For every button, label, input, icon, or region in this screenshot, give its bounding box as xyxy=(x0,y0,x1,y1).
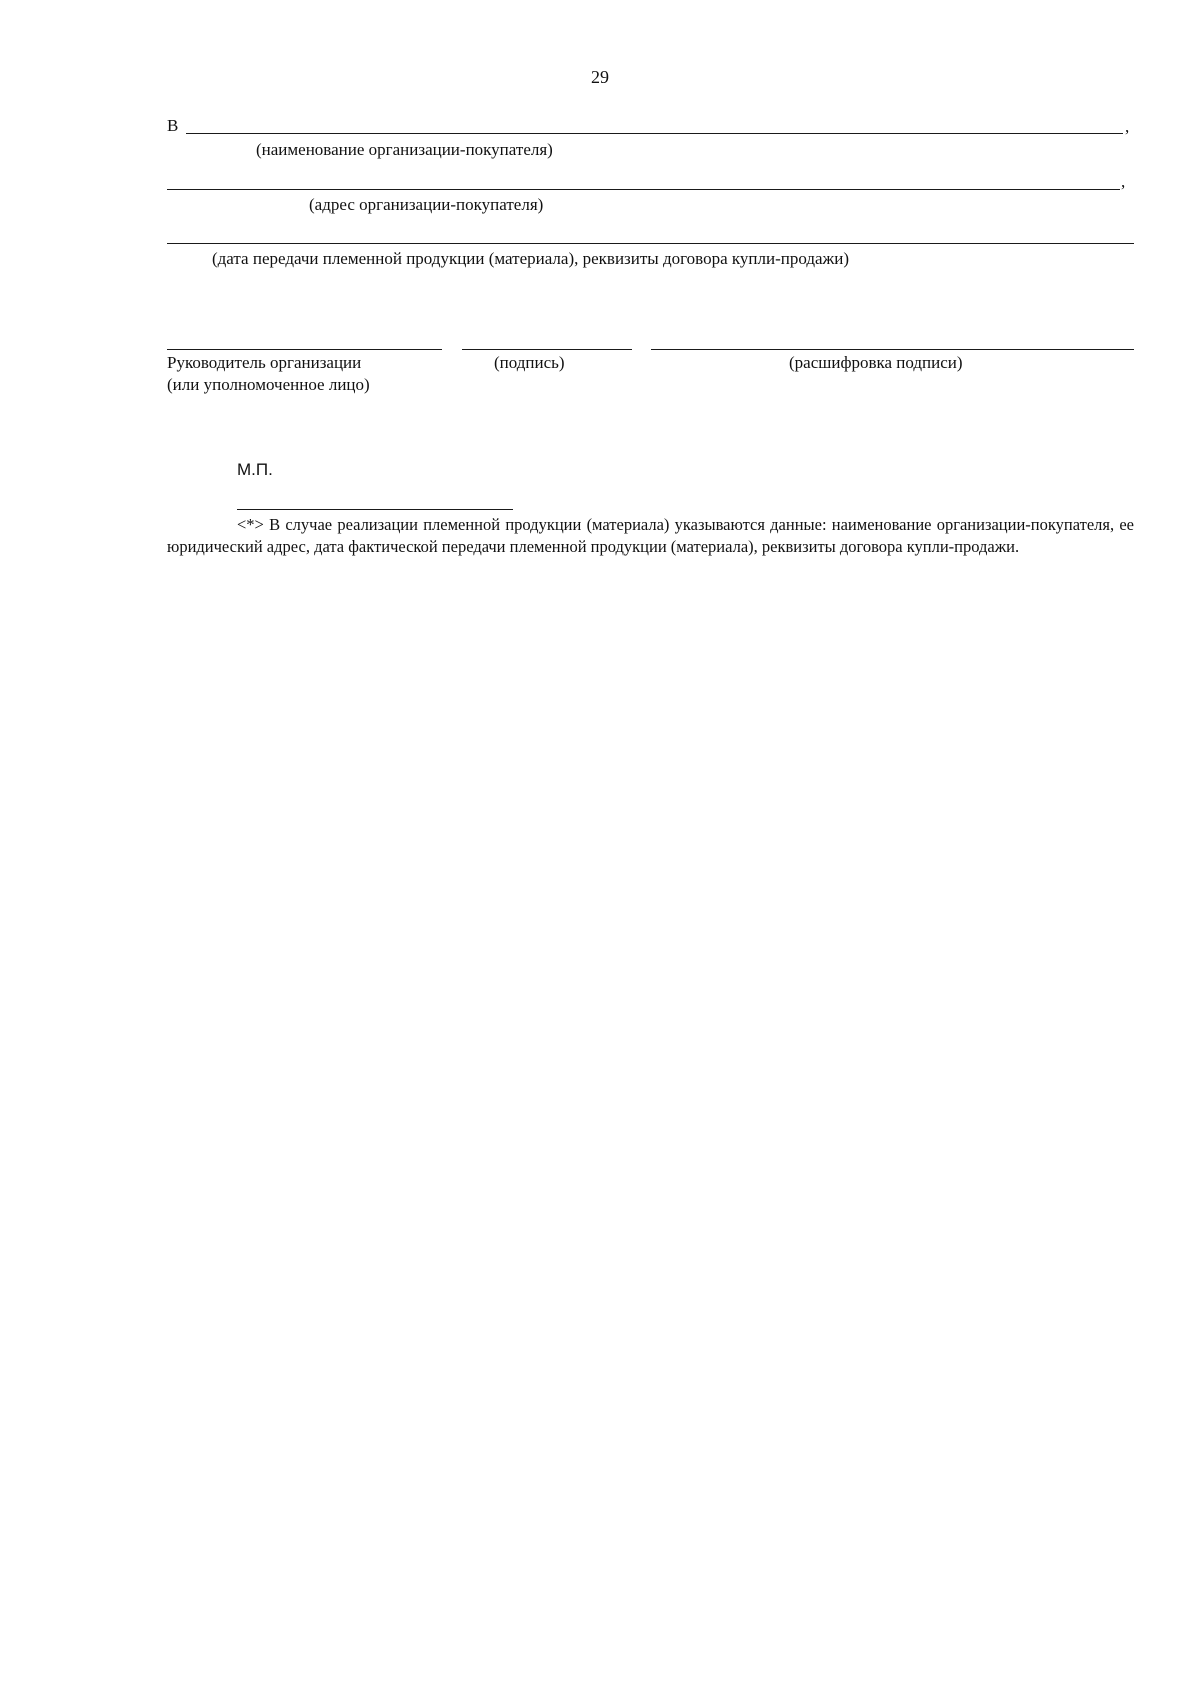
org-name-line xyxy=(186,133,1123,134)
footnote-text: <*> В случае реализации племенной продукции (материала) указываются данные: наименование организации-покупателя, ее юридический адрес, дата фактической передачи племенной продукции (материала), реквизиты договора купли-продажи. xyxy=(167,515,1134,556)
org-name-caption: (наименование организации-покупателя) xyxy=(256,140,553,159)
org-address-line xyxy=(167,189,1120,190)
signature-name-line xyxy=(651,349,1134,350)
transfer-details-line xyxy=(167,243,1134,244)
recipient-prefix: В xyxy=(167,116,179,135)
org-name-comma: , xyxy=(1125,117,1130,136)
signer-role-line xyxy=(167,349,442,350)
signature-line xyxy=(462,349,632,350)
org-address-comma: , xyxy=(1121,172,1126,191)
signer-role-alt-label: (или уполномоченное лицо) xyxy=(167,375,370,394)
signer-role-label: Руководитель организации xyxy=(167,353,362,372)
stamp-label: М.П. xyxy=(237,460,273,479)
footnote-separator xyxy=(237,509,513,510)
signature-name-caption: (расшифровка подписи) xyxy=(789,353,963,372)
page-number: 29 xyxy=(591,67,609,87)
signature-caption: (подпись) xyxy=(494,353,565,372)
transfer-details-caption: (дата передачи племенной продукции (материала), реквизиты договора купли-продажи) xyxy=(212,249,850,268)
org-address-caption: (адрес организации-покупателя) xyxy=(309,195,544,214)
